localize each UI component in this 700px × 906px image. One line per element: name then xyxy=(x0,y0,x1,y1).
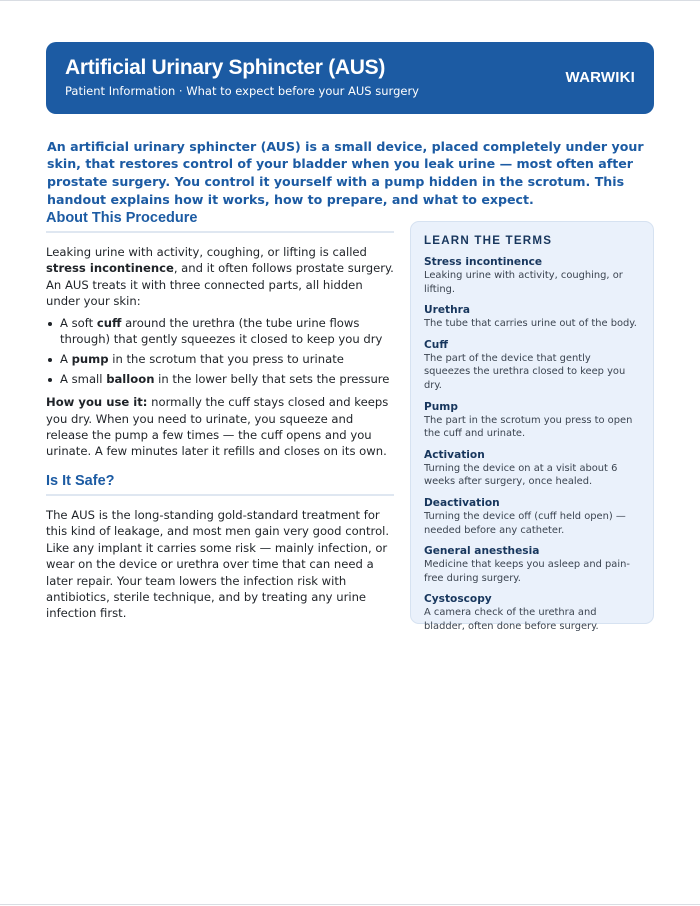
term-definition: The tube that carries urine out of the body. xyxy=(424,318,637,330)
section-heading-about: About This Procedure xyxy=(46,210,394,233)
intro-paragraph: An artificial urinary sphincter (AUS) is a small device, placed completely under your skin, that restores control of your bladder when you leak urine — most often after prostate surgery. You control it yourself with a pump hidden in the scrotum. This handout explains how it works, how to prepare, and what to expect. xyxy=(47,138,644,207)
term-definition: A camera check of the urethra and bladder, often done before surgery. xyxy=(424,607,599,632)
term-name: Stress incontinence xyxy=(424,256,543,268)
list-item: A small balloon in the lower belly that sets the pressure xyxy=(60,371,394,387)
glossary-term xyxy=(424,592,640,633)
term-name: Deactivation xyxy=(424,496,500,509)
about-paragraph: Leaking urine with activity, coughing, or lifting is called stress incontinence, and it often follows prostate surgery. An AUS treats it with three connected parts, all hidden under your skin: xyxy=(46,245,394,309)
term-definition: Leaking urine with activity, coughing, or lifting. xyxy=(424,270,623,295)
brand-logo: WARWIKI xyxy=(565,69,635,86)
term-name: Cystoscopy xyxy=(424,593,492,606)
glossary-term xyxy=(424,496,640,537)
page-title: Artificial Urinary Sphincter (AUS) xyxy=(65,56,386,79)
page-subtitle: Patient Information · What to expect before your AUS surgery xyxy=(65,84,419,98)
glossary-term xyxy=(424,400,640,441)
term-definition: Medicine that keeps you asleep and pain-free during surgery. xyxy=(424,559,630,584)
glossary-term xyxy=(424,255,640,296)
term-definition: The part in the scrotum you press to open the cuff and urinate. xyxy=(424,414,633,440)
device-parts-list xyxy=(46,315,394,388)
glossary-term xyxy=(424,338,640,393)
how-to-use-paragraph: How you use it: normally the cuff stays closed and keeps you dry. When you need to urinate, you squeeze and release the pump a few times — the cuff opens and you urinate. A few minutes later it refills and closes on its own. xyxy=(46,395,389,459)
term-name: Activation xyxy=(424,448,485,461)
term-name: Pump xyxy=(424,400,458,413)
glossary-term xyxy=(424,544,640,585)
top-divider xyxy=(0,0,700,1)
glossary-heading: LEARN THE TERMS xyxy=(424,234,553,247)
term-definition: The part of the device that gently squeezes the urethra closed to keep you dry. xyxy=(424,352,626,391)
header-banner xyxy=(46,42,654,114)
term-definition: Turning the device off (cuff held open) — needed before any catheter. xyxy=(424,510,626,536)
list-item: A soft cuff around the urethra (the tube urine flows through) that gently squeezes it closed to keep you dry xyxy=(60,315,394,348)
safety-paragraph: The AUS is the long-standing gold-standard treatment for this kind of leakage, and most men gain very good control. Like any implant it carries some risk — mainly infection, or wear on the device or urethra over time that can need a later repair. Your team lowers the infection risk with antibiotics, sterile technique, and by treating any urine infection first. xyxy=(46,507,390,621)
glossary-term xyxy=(424,303,640,331)
term-name: General anesthesia xyxy=(424,545,540,558)
glossary-term xyxy=(424,448,640,489)
glossary-panel xyxy=(410,221,654,632)
section-heading-safety: Is It Safe? xyxy=(46,473,394,496)
term-name: Cuff xyxy=(424,338,448,351)
term-name: Urethra xyxy=(424,304,470,317)
list-item: A pump in the scrotum that you press to urinate xyxy=(60,351,394,367)
term-definition: Turning the device on at a visit about 6 weeks after surgery, once healed. xyxy=(424,462,618,488)
main-column xyxy=(46,210,394,622)
bottom-divider xyxy=(0,904,700,905)
